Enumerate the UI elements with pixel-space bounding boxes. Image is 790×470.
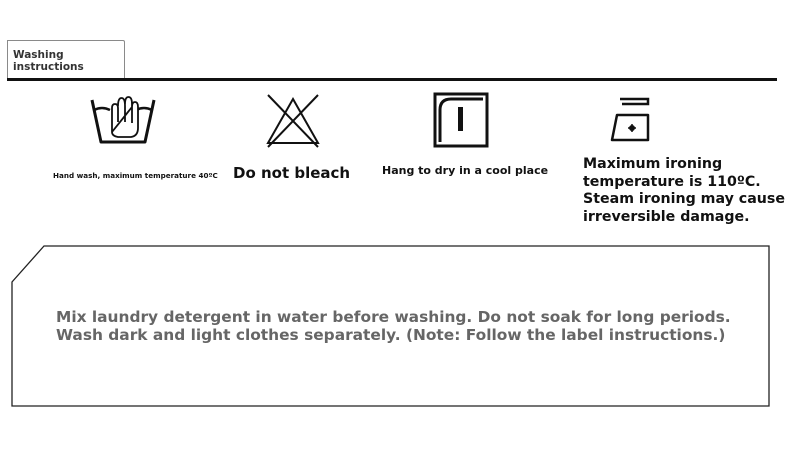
note-text <box>56 309 756 344</box>
hang-dry-caption: Hang to dry in a cool place <box>382 164 549 177</box>
note-line: Wash dark and light clothes separately. (Note: Follow the label instructions.) <box>56 325 726 344</box>
tab-label: Washing instructions <box>13 49 84 73</box>
ironing-caption: Maximum ironing temperature is 110ºC. Steam ironing may cause irreversible damage. <box>583 156 785 225</box>
do-not-bleach-caption: Do not bleach <box>233 164 351 182</box>
hand-wash-caption: Hand wash, maximum temperature 40ºC <box>53 171 218 180</box>
note-line: Mix laundry detergent in water before washing. Do not soak for long periods. <box>56 308 731 326</box>
